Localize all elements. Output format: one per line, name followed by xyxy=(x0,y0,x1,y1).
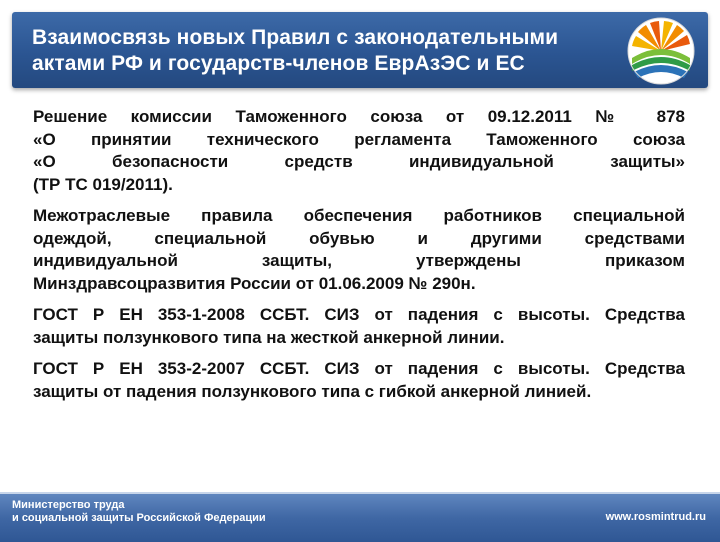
paragraph-gost-353-2 xyxy=(33,358,685,403)
text-line: Межотраслевые правила обеспечения работников специальной xyxy=(33,206,685,225)
text-line: защиты от падения ползункового типа с гибкой анкерной линией. xyxy=(33,381,592,401)
paragraph-tr-ts xyxy=(33,106,685,196)
slide-title xyxy=(32,25,632,77)
text-line: индивидуальной защиты, утверждены приказом xyxy=(33,251,685,270)
footer-website-link[interactable]: www.rosmintrud.ru xyxy=(605,511,706,523)
text-line: защиты ползункового типа на жесткой анкерной линии. xyxy=(33,327,505,347)
paragraph-gost-353-1 xyxy=(33,304,685,349)
slide-title-line-2: актами РФ и государств-членов ЕврАзЭС и ЕС xyxy=(32,52,525,75)
paragraph-interindustry-rules xyxy=(33,205,685,295)
text-line: Решение комиссии Таможенного союза от 09.12.2011 № 878 xyxy=(33,107,685,126)
text-line: «О принятии технического регламента Таможенного союза xyxy=(33,129,685,149)
text-line: (ТР ТС 019/2011). xyxy=(33,174,173,194)
content-area xyxy=(33,106,685,412)
footer-org-line-1: Министерство труда xyxy=(12,499,125,511)
text-line: одеждой, специальной обувью и другими средствами xyxy=(33,228,685,248)
header-bar xyxy=(12,12,708,88)
text-line: «О безопасности средств индивидуальной защиты» xyxy=(33,152,685,171)
text-line: Минздравсоцразвития России от 01.06.2009 № 290н. xyxy=(33,273,476,293)
footer-organization xyxy=(12,499,266,525)
slide-title-line-1: Взаимосвязь новых Правил с законодательными xyxy=(32,26,559,49)
text-line: ГОСТ Р ЕН 353-2-2007 ССБТ. СИЗ от падения с высоты. Средства xyxy=(33,359,685,378)
footer-org-line-2: и социальной защиты Российской Федерации xyxy=(12,512,266,524)
ministry-sun-logo-icon xyxy=(626,16,696,86)
text-line: ГОСТ Р ЕН 353-1-2008 ССБТ. СИЗ от падения с высоты. Средства xyxy=(33,305,685,324)
footer-bar xyxy=(0,492,720,542)
